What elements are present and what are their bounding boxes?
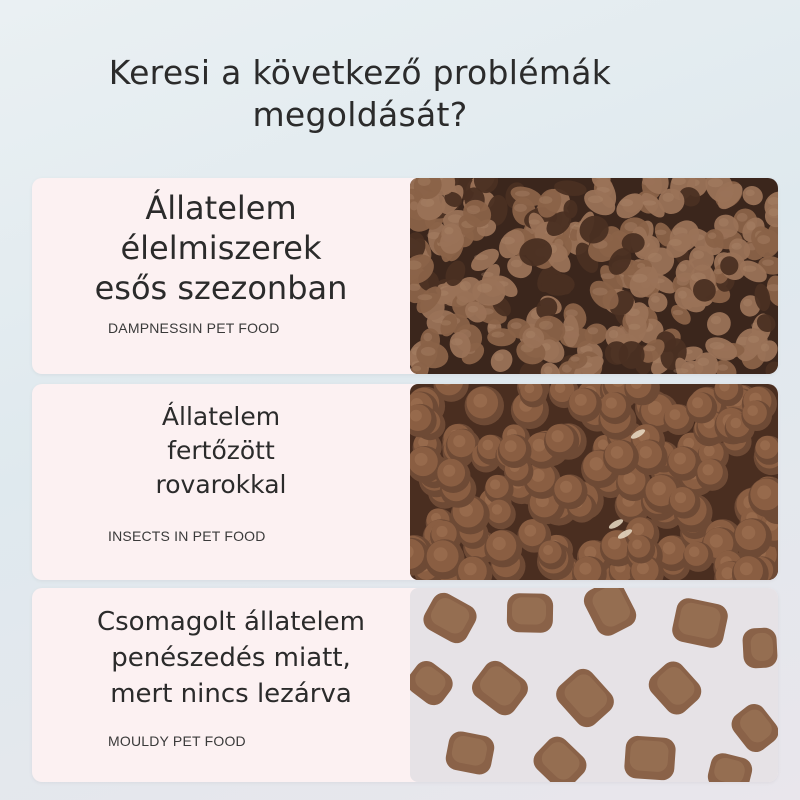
insect-kibble-photo bbox=[410, 384, 778, 580]
card-title bbox=[32, 188, 410, 308]
mouldy-kibble-photo bbox=[410, 588, 778, 782]
card-text bbox=[32, 178, 410, 374]
card-title-line: Állatelem bbox=[161, 402, 281, 431]
card-title-line: fertőzött bbox=[167, 436, 275, 465]
card-title-line: penészedés miatt, bbox=[111, 643, 351, 673]
card-caption: MOULDY PET FOOD bbox=[108, 733, 246, 749]
problem-card-mould bbox=[32, 588, 778, 782]
card-title bbox=[42, 604, 420, 712]
problem-card-insects bbox=[32, 384, 778, 580]
card-title bbox=[32, 400, 410, 502]
card-text bbox=[32, 588, 410, 782]
card-caption: DAMPNESSIN PET FOOD bbox=[108, 320, 280, 336]
page-heading bbox=[0, 52, 720, 136]
heading-line-2: megoldását? bbox=[252, 95, 468, 134]
problem-card-dampness bbox=[32, 178, 778, 374]
heading-line-1: Keresi a következő problémák bbox=[108, 53, 612, 92]
card-title-line: esős szezonban bbox=[94, 269, 348, 307]
card-title-line: Állatelem bbox=[145, 189, 297, 227]
card-text bbox=[32, 384, 410, 580]
card-title-line: Csomagolt állatelem bbox=[96, 607, 365, 637]
card-title-line: mert nincs lezárva bbox=[110, 679, 352, 709]
card-caption: INSECTS IN PET FOOD bbox=[108, 528, 266, 544]
card-title-line: rovarokkal bbox=[155, 470, 287, 499]
card-title-line: élelmiszerek bbox=[120, 229, 322, 267]
dry-kibble-photo bbox=[410, 178, 778, 374]
